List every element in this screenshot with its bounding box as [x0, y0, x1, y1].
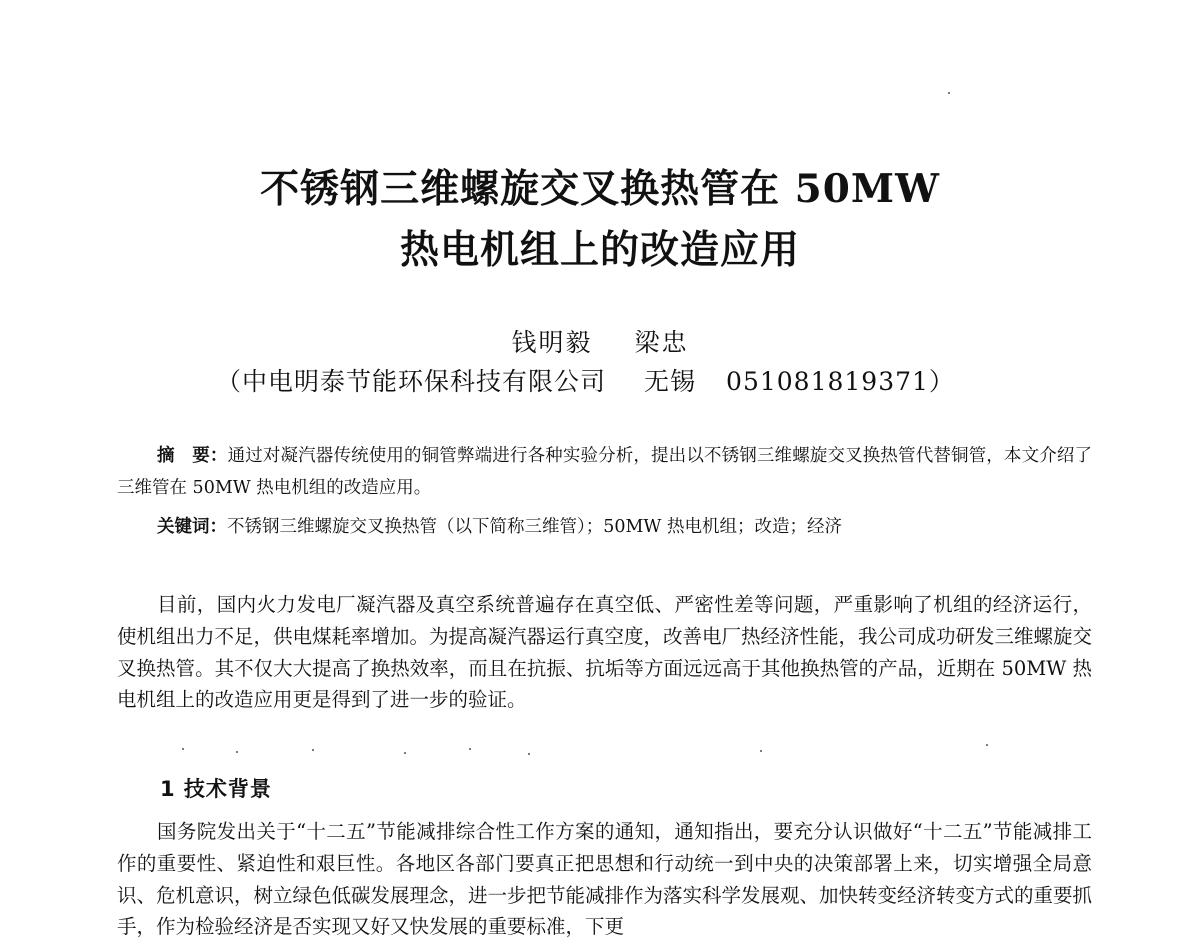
keywords-paragraph [117, 511, 1092, 543]
author-name: 钱明毅 [511, 328, 593, 357]
scan-speck [528, 753, 530, 755]
body-paragraph: 国务院发出关于“十二五”节能减排综合性工作方案的通知，通知指出，要充分认识做好“十二五”节能减排工作的重要性、紧迫性和艰巨性。各地区各部门要真正把思想和行动统一到中央的决策部署上来，切实增强全局意识、危机意识，树立绿色低碳发展理念，进一步把节能减排作为落实科学发展观、加快转变经济转变方式的重要抓手，作为检验经济是否实现又好又快发展的重要标准，下更 [117, 820, 1093, 939]
paper-title-line-2: 热电机组上的改造应用 [399, 227, 800, 273]
scan-speck [948, 92, 950, 94]
scan-speck [182, 748, 184, 750]
abstract-paragraph [117, 440, 1092, 505]
scan-speck [760, 750, 762, 752]
affiliation-org: 中电明泰节能环保科技有限公司 [242, 367, 607, 396]
affiliation-open-paren: （ [216, 367, 243, 396]
section-heading: 1 技术背景 [160, 777, 272, 801]
body-section-1 [117, 816, 1092, 943]
scan-speck [469, 748, 471, 750]
author-name: 梁忠 [634, 328, 689, 357]
scan-speck [312, 749, 314, 751]
scan-speck [236, 751, 238, 753]
abstract-block [117, 440, 1092, 543]
keywords-label: 关键词： [157, 516, 227, 537]
body-paragraph: 目前，国内火力发电厂凝汽器及真空系统普遍存在真空低、严密性差等问题，严重影响了机组的经济运行，使机组出力不足，供电煤耗率增加。为提高凝汽器运行真空度，改善电厂热经济性能，我公司成功研发三维螺旋交叉换热管。其不仅大大提高了换热效率，而且在抗振、抗垢等方面远远高于其他换热管的产品，近期在 50MW 热电机组上的改造应用更是得到了进一步的验证。 [117, 593, 1093, 712]
affiliation-close-paren: ） [928, 367, 955, 396]
scan-speck [986, 744, 988, 746]
body-section-intro [117, 589, 1092, 716]
affiliation-city: 无锡 [644, 367, 697, 396]
affiliation [216, 362, 986, 398]
affiliation-phone: 051081819371 [726, 367, 929, 396]
paper-title-line-1: 不锈钢三维螺旋交叉换热管在 50MW [260, 166, 940, 212]
abstract-label: 摘 要： [157, 446, 228, 466]
keywords-text: 不锈钢三维螺旋交叉换热管（以下简称三维管）；50MW 热电机组；改造；经济 [227, 516, 842, 537]
author-list [0, 323, 1200, 359]
scan-speck [404, 752, 406, 754]
abstract-text: 通过对凝汽器传统使用的铜管弊端进行各种实验分析，提出以不锈钢三维螺旋交叉换热管代替铜管，本文介绍了三维管在 50MW 热电机组的改造应用。 [117, 446, 1092, 499]
